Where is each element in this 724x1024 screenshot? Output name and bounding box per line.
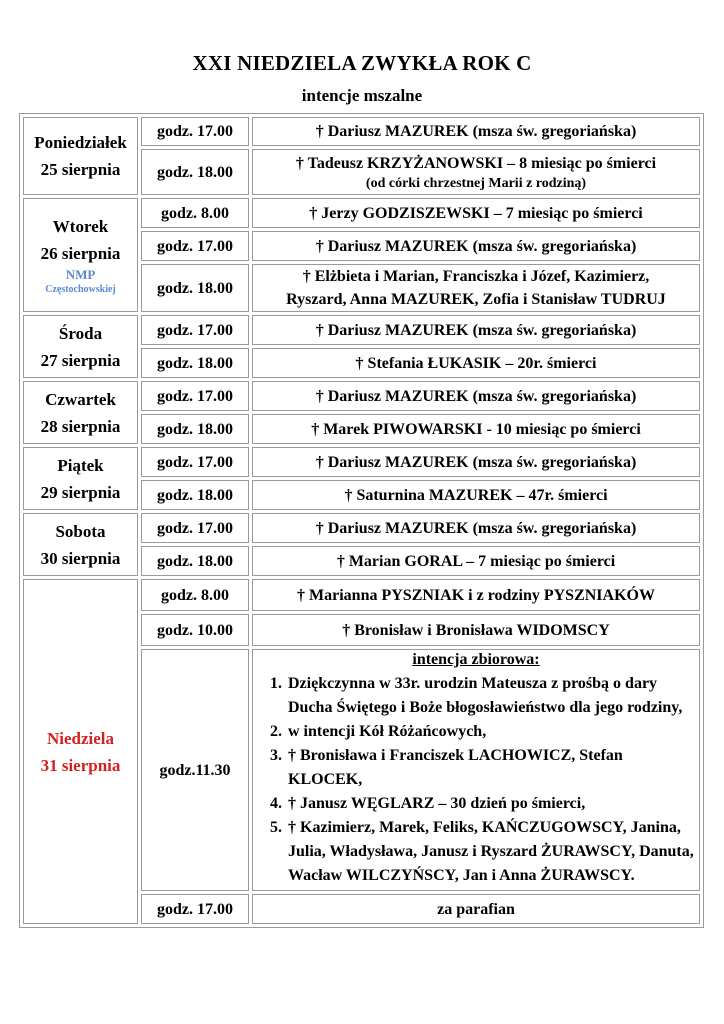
mass-time: godz.11.30 xyxy=(141,649,249,891)
day-cell-monday xyxy=(23,117,138,195)
mass-time: godz. 8.00 xyxy=(141,198,249,228)
mass-intention: † Stefania ŁUKASIK – 20r. śmierci xyxy=(252,348,700,378)
mass-time: godz. 18.00 xyxy=(141,414,249,444)
mass-time: godz. 18.00 xyxy=(141,149,249,195)
feast-label-sub: Częstochowskiej xyxy=(45,284,116,295)
page-subtitle: intencje mszalne xyxy=(301,86,423,105)
list-item: 3. † Bronisława i Franciszek LACHOWICZ, Stefan KLOCEK, xyxy=(286,744,696,792)
day-name: Sobota xyxy=(55,521,106,541)
page-title: XXI NIEDZIELA ZWYKŁA ROK C xyxy=(192,51,532,75)
day-date: 27 sierpnia xyxy=(40,350,121,370)
list-item: 2. w intencji Kół Różańcowych, xyxy=(286,720,696,744)
day-name: Poniedziałek xyxy=(34,133,127,152)
collective-intention-heading: intencja zbiorowa: xyxy=(412,651,540,668)
mass-intention: † Marek PIWOWARSKI - 10 miesiąc po śmierci xyxy=(252,414,700,444)
mass-time: godz. 18.00 xyxy=(141,480,249,510)
table-row xyxy=(23,579,700,611)
day-date: 31 sierpnia xyxy=(40,755,121,775)
table-row xyxy=(23,447,700,477)
table-row xyxy=(23,198,700,228)
mass-intention-cell xyxy=(252,149,700,195)
day-date: 30 sierpnia xyxy=(40,548,121,568)
mass-time: godz. 18.00 xyxy=(141,264,249,312)
mass-intention: † Marianna PYSZNIAK i z rodziny PYSZNIAKÓW xyxy=(252,579,700,611)
day-cell-saturday xyxy=(23,513,138,576)
mass-time: godz. 17.00 xyxy=(141,381,249,411)
mass-time: godz. 17.00 xyxy=(141,894,249,924)
mass-schedule-table xyxy=(19,113,704,928)
mass-intention: † Jerzy GODZISZEWSKI – 7 miesiąc po śmierci xyxy=(252,198,700,228)
day-name: Środa xyxy=(58,323,103,343)
table-row xyxy=(23,315,700,345)
list-item: 4. † Janusz WĘGLARZ – 30 dzień po śmierci, xyxy=(286,792,696,816)
day-cell-wednesday xyxy=(23,315,138,378)
day-cell-tuesday xyxy=(23,198,138,312)
mass-intention: † Saturnina MAZUREK – 47r. śmierci xyxy=(252,480,700,510)
mass-intention: † Tadeusz KRZYŻANOWSKI – 8 miesiąc po śmierci xyxy=(295,154,657,172)
day-name: Piątek xyxy=(57,455,104,475)
mass-time: godz. 17.00 xyxy=(141,231,249,261)
collective-intention-cell xyxy=(252,649,700,891)
mass-intention: † Bronisław i Bronisława WIDOMSCY xyxy=(252,614,700,646)
mass-intention: za parafian xyxy=(252,894,700,924)
mass-time: godz. 18.00 xyxy=(141,546,249,576)
mass-time: godz. 18.00 xyxy=(141,348,249,378)
table-row xyxy=(23,117,700,146)
day-name: Niedziela xyxy=(46,728,115,748)
table-row xyxy=(23,381,700,411)
day-name: Wtorek xyxy=(52,217,109,236)
mass-intention: † Dariusz MAZUREK (msza św. gregoriańska) xyxy=(252,381,700,411)
list-item: 1. Dziękczynna w 33r. urodzin Mateusza z prośbą o dary Ducha Świętego i Boże błogosławieństwo dla jego rodziny, xyxy=(286,672,696,720)
mass-intention: † Dariusz MAZUREK (msza św. gregoriańska) xyxy=(252,315,700,345)
mass-intention-cell xyxy=(252,264,700,312)
mass-time: godz. 17.00 xyxy=(141,315,249,345)
day-date: 26 sierpnia xyxy=(40,244,121,263)
day-date: 29 sierpnia xyxy=(40,482,121,502)
mass-time: godz. 8.00 xyxy=(141,579,249,611)
list-item: 5. † Kazimierz, Marek, Feliks, KAŃCZUGOWSCY, Janina, Julia, Władysława, Janusz i Ryszard ŻURAWSCY, Danuta, Wacław WILCZYŃSCY, Jan i Anna ŻURAWSCY. xyxy=(286,816,696,888)
day-cell-friday xyxy=(23,447,138,510)
mass-intention-line: Ryszard, Anna MAZUREK, Zofia i Stanisław TUDRUJ xyxy=(286,291,666,308)
mass-time: godz. 17.00 xyxy=(141,447,249,477)
mass-intention: † Dariusz MAZUREK (msza św. gregoriańska) xyxy=(252,231,700,261)
day-date: 25 sierpnia xyxy=(40,160,121,179)
collective-intention-list xyxy=(256,672,696,888)
table-row xyxy=(23,513,700,543)
day-cell-thursday xyxy=(23,381,138,444)
feast-label: NMP xyxy=(65,267,96,282)
mass-time: godz. 17.00 xyxy=(141,513,249,543)
mass-intention-line: † Elżbieta i Marian, Franciszka i Józef, Kazimierz, xyxy=(302,268,650,285)
day-name: Czwartek xyxy=(45,389,116,409)
mass-time: godz. 10.00 xyxy=(141,614,249,646)
day-date: 28 sierpnia xyxy=(40,416,121,436)
day-cell-sunday xyxy=(23,579,138,924)
mass-time: godz. 17.00 xyxy=(141,117,249,146)
mass-intention: † Marian GORAL – 7 miesiąc po śmierci xyxy=(252,546,700,576)
mass-intention-note: (od córki chrzestnej Marii z rodziną) xyxy=(365,175,587,191)
mass-intention: † Dariusz MAZUREK (msza św. gregoriańska) xyxy=(252,447,700,477)
mass-intention: † Dariusz MAZUREK (msza św. gregoriańska) xyxy=(252,117,700,146)
mass-intention: † Dariusz MAZUREK (msza św. gregoriańska) xyxy=(252,513,700,543)
